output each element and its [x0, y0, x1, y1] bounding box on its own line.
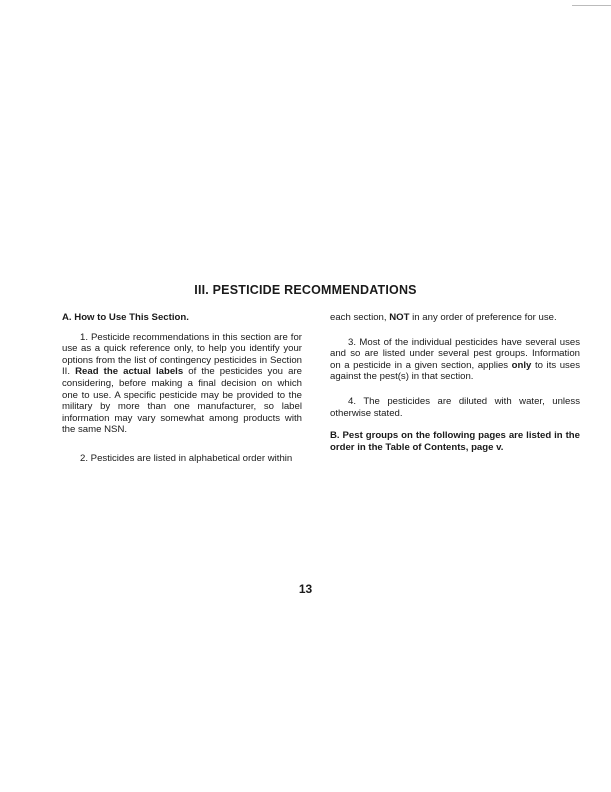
section-b-bold-text: B. Pest groups on the following pages are listed in the order in the Table of Contents, page v.	[330, 430, 580, 453]
paragraph-3	[330, 337, 580, 383]
paragraph-1-bold: Read the actual labels	[75, 366, 184, 378]
paragraph-3-text-end: to its uses against the pest(s) in that section.	[330, 359, 580, 383]
scan-edge-line	[572, 5, 611, 6]
paragraph-1	[62, 332, 302, 436]
section-a-heading: A. How to Use This Section.	[62, 312, 189, 323]
paragraph-2-text-end: in any order of preference for use.	[409, 312, 557, 323]
paragraph-1-text: 1. Pesticide recommendations in this section are for use as a quick reference only, to help you identify your options from the list of contingency pesticides in Section II.	[62, 331, 302, 378]
page-number: 13	[298, 582, 313, 596]
paragraph-3-bold: only	[511, 359, 532, 371]
paragraph-2-start: 2. Pesticides are listed in alphabetical order within	[80, 452, 293, 464]
paragraph-1-text-end: of the pesticides you are considering, before making a final decision on which one to use. A specific pesticide may be provided to the military by more than one manufacturer, so label information may vary somewhat among products with the same NSN.	[62, 366, 302, 436]
section-b-text	[330, 430, 580, 453]
paragraph-2-end	[330, 312, 580, 324]
paragraph-4: 4. The pesticides are diluted with water, unless otherwise stated.	[330, 395, 580, 419]
paragraph-3-text: 3. Most of the individual pesticides have several uses and so are listed under several pest groups. Information on a pesticide in a given section, applies	[330, 336, 580, 371]
left-column	[62, 312, 302, 465]
page-title: III. PESTICIDE RECOMMENDATIONS	[194, 283, 417, 297]
paragraph-2-text: each section,	[330, 312, 390, 323]
right-column	[330, 312, 580, 453]
paragraph-2-bold: NOT	[389, 312, 410, 323]
